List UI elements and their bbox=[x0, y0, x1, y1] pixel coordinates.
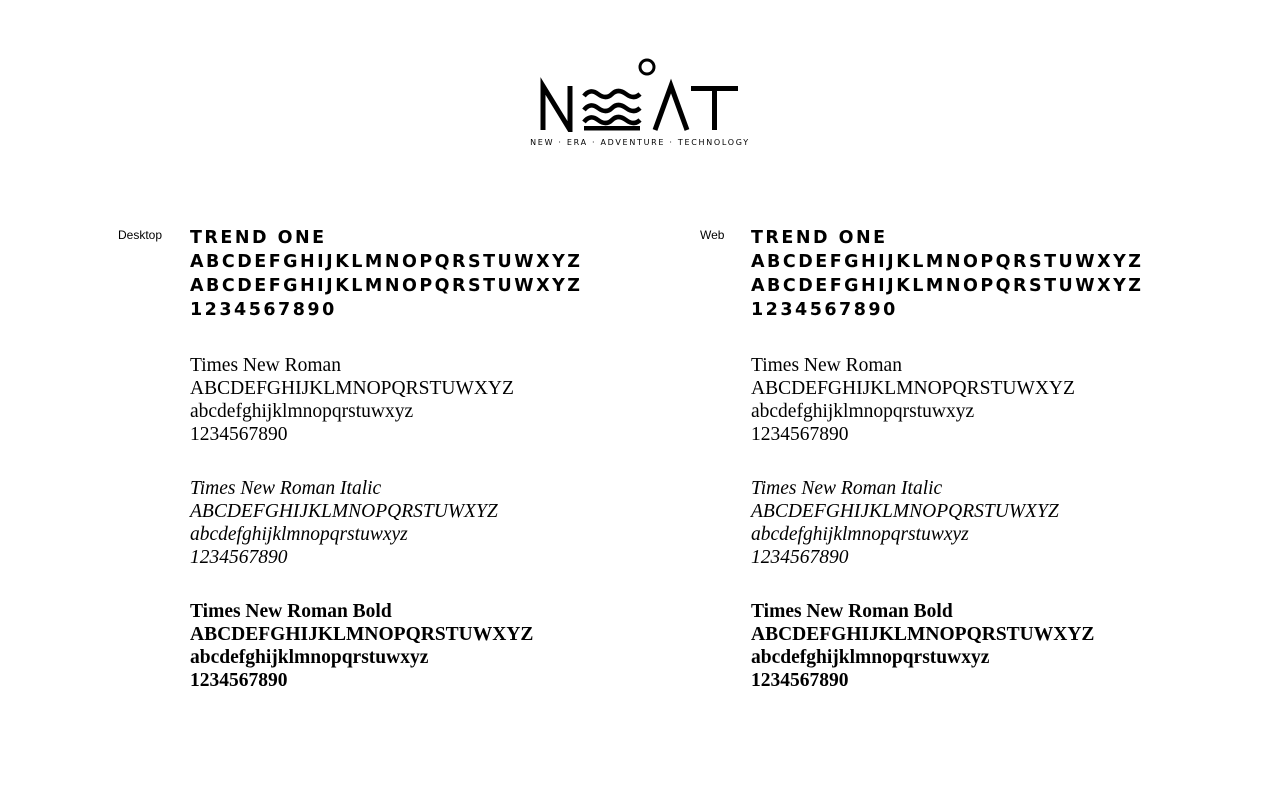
times-bold-specimen bbox=[751, 600, 1143, 692]
column-label-web: Web bbox=[700, 228, 725, 242]
specimen-lowercase: abcdefghijklmnopqrstuwxyz bbox=[190, 647, 429, 668]
specimen-digits: 1234567890 bbox=[751, 670, 849, 691]
specimen-font-name: Times New Roman Bold bbox=[190, 601, 392, 622]
times-italic-specimen bbox=[751, 477, 1143, 569]
times-italic-specimen bbox=[190, 477, 582, 569]
specimen-font-name: Times New Roman Italic bbox=[751, 478, 943, 499]
specimen-lowercase: abcdefghijklmnopqrstuwxyz bbox=[751, 524, 969, 545]
specimen-uppercase: ABCDEFGHIJKLMNOPQRSTUWXYZ bbox=[190, 252, 583, 272]
specimen-font-name: Times New Roman Italic bbox=[190, 478, 382, 499]
web-typography-column bbox=[700, 226, 1260, 696]
times-regular-specimen bbox=[751, 354, 1143, 446]
specimen-uppercase: ABCDEFGHIJKLMNOPQRSTUWXYZ bbox=[190, 501, 498, 522]
specimen-font-name: Times New Roman Bold bbox=[751, 601, 953, 622]
web-specimens bbox=[751, 226, 1143, 723]
times-regular-specimen bbox=[190, 354, 582, 446]
specimen-alt-uppercase: ABCDEFGHIJKLMNOPQRSTUWXYZ bbox=[751, 276, 1144, 296]
specimen-lowercase: abcdefghijklmnopqrstuwxyz bbox=[751, 647, 990, 668]
specimen-digits: 1234567890 bbox=[190, 670, 288, 691]
specimen-digits: 1234567890 bbox=[190, 547, 288, 568]
specimen-font-name: TREND ONE bbox=[751, 228, 888, 248]
specimen-font-name: Times New Roman bbox=[751, 355, 902, 376]
trend-one-specimen bbox=[751, 226, 1143, 322]
specimen-lowercase: abcdefghijklmnopqrstuwxyz bbox=[751, 401, 975, 422]
trend-one-specimen bbox=[190, 226, 582, 322]
specimen-alt-uppercase: ABCDEFGHIJKLMNOPQRSTUWXYZ bbox=[190, 276, 583, 296]
specimen-lowercase: abcdefghijklmnopqrstuwxyz bbox=[190, 401, 414, 422]
specimen-digits: 1234567890 bbox=[751, 547, 849, 568]
specimen-digits: 1234567890 bbox=[190, 300, 337, 320]
specimen-uppercase: ABCDEFGHIJKLMNOPQRSTUWXYZ bbox=[751, 501, 1059, 522]
specimen-uppercase: ABCDEFGHIJKLMNOPQRSTUWXYZ bbox=[751, 624, 1095, 645]
logo-tagline: NEW · ERA · ADVENTURE · TECHNOLOGY bbox=[530, 138, 750, 147]
neat-logo bbox=[0, 52, 1280, 147]
specimen-uppercase: ABCDEFGHIJKLMNOPQRSTUWXYZ bbox=[190, 378, 514, 399]
specimen-font-name: Times New Roman bbox=[190, 355, 341, 376]
desktop-specimens bbox=[190, 226, 582, 723]
neat-logo-mark bbox=[540, 52, 740, 132]
specimen-digits: 1234567890 bbox=[751, 424, 849, 445]
specimen-uppercase: ABCDEFGHIJKLMNOPQRSTUWXYZ bbox=[751, 252, 1144, 272]
times-bold-specimen bbox=[190, 600, 582, 692]
column-label-desktop: Desktop bbox=[118, 228, 163, 242]
specimen-uppercase: ABCDEFGHIJKLMNOPQRSTUWXYZ bbox=[190, 624, 534, 645]
specimen-digits: 1234567890 bbox=[751, 300, 898, 320]
specimen-uppercase: ABCDEFGHIJKLMNOPQRSTUWXYZ bbox=[751, 378, 1075, 399]
desktop-typography-column bbox=[118, 226, 678, 696]
specimen-lowercase: abcdefghijklmnopqrstuwxyz bbox=[190, 524, 408, 545]
specimen-digits: 1234567890 bbox=[190, 424, 288, 445]
specimen-font-name: TREND ONE bbox=[190, 228, 327, 248]
